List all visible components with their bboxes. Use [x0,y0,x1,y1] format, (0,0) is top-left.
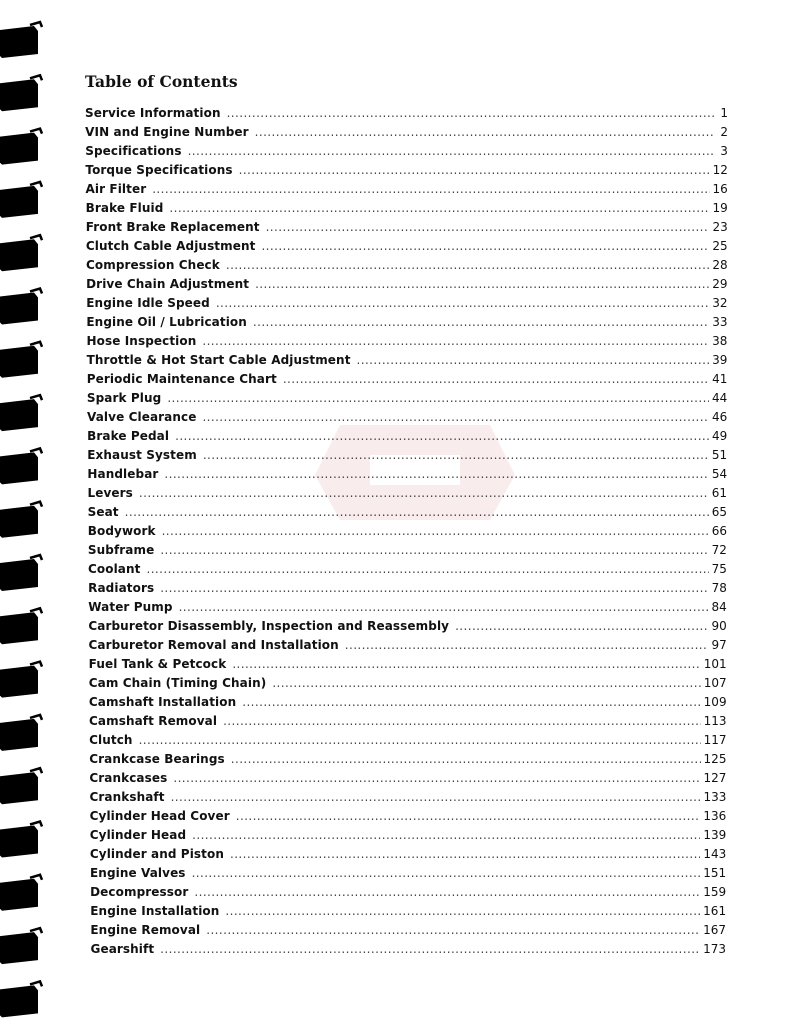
dot-leader [261,237,709,256]
toc-entry [0,237,728,256]
toc-entry-page-number: 25 [712,239,728,253]
dot-leader [160,579,708,598]
toc-entry-page-number: 139 [703,828,727,842]
toc-entry [0,351,727,370]
toc-entry-title: Carburetor Removal and Installation [88,638,339,652]
toc-entry-title: Compression Check [86,258,220,272]
toc-entry [0,218,728,237]
toc-entry-title: Engine Valves [90,866,186,880]
toc-entry-page-number: 78 [711,581,727,595]
toc-entry-page-number: 2 [720,125,728,139]
dot-leader [167,389,709,408]
toc-entry-page-number: 90 [711,619,727,633]
toc-entry-title: Coolant [88,562,141,576]
toc-entry-title: Subframe [87,543,155,557]
toc-entry [0,674,727,693]
toc-entry-page-number: 127 [703,771,727,785]
toc-entry-title: Gearshift [90,942,155,956]
dot-leader [147,560,709,579]
toc-entry [0,370,727,389]
toc-entry-page-number: 16 [712,182,728,196]
dot-leader [231,750,701,769]
toc-entry-title: Carburetor Disassembly, Inspection and Reassembly [88,619,450,633]
dot-leader [226,256,709,275]
dot-leader [253,313,709,332]
dot-leader [164,465,708,484]
toc-entry-title: Clutch Cable Adjustment [85,239,256,253]
toc-entry-title: Seat [87,505,119,519]
toc-entry-page-number: 107 [703,676,727,690]
toc-entry-page-number: 84 [711,600,727,614]
toc-entry [0,427,727,446]
toc-entry [0,465,727,484]
toc-entry-title: Hose Inspection [86,334,197,348]
toc-entry-title: Cam Chain (Timing Chain) [88,676,267,690]
toc-entry-title: Specifications [85,144,182,158]
dot-leader [202,408,709,427]
toc-entry [0,636,727,655]
toc-entry [0,579,727,598]
binding-loop [0,22,42,58]
toc-entry-title: Crankcase Bearings [89,752,225,766]
toc-entry [0,313,728,332]
dot-leader [162,522,709,541]
toc-entry-page-number: 23 [712,220,728,234]
toc-entry [0,693,727,712]
dot-leader [179,598,709,617]
toc-entry-title: Torque Specifications [85,163,233,177]
toc-entry-page-number: 97 [711,638,727,652]
toc-entry-title: Crankcases [89,771,168,785]
toc-entry-title: Radiators [88,581,155,595]
dot-leader [223,712,701,731]
toc-entry-page-number: 167 [703,923,727,937]
toc-entry-title: Levers [87,486,133,500]
toc-entry-page-number: 159 [703,885,727,899]
dot-leader [202,332,709,351]
dot-leader [266,218,710,237]
toc-entry-page-number: 136 [703,809,727,823]
toc-entry-page-number: 125 [703,752,727,766]
toc-entry-title: Front Brake Replacement [85,220,260,234]
toc-entry-page-number: 38 [712,334,728,348]
toc-entry [0,446,727,465]
dot-leader [160,541,708,560]
dot-leader [192,864,701,883]
toc-entry [0,712,727,731]
toc-entry-title: Brake Fluid [85,201,164,215]
toc-entry-title: Brake Pedal [87,429,170,443]
toc-entry [0,256,728,275]
toc-entry [0,180,728,199]
dot-leader [255,275,709,294]
toc-entry-title: Throttle & Hot Start Cable Adjustment [86,353,351,367]
toc-entry [0,750,726,769]
page-title: Table of Contents [85,72,238,91]
dot-leader [239,161,710,180]
dot-leader [169,199,709,218]
toc-entry-page-number: 32 [712,296,728,310]
toc-entry-title: Camshaft Removal [89,714,218,728]
toc-entry-title: Crankshaft [89,790,165,804]
toc-entry [0,484,727,503]
toc-entry [0,503,727,522]
toc-entry-page-number: 33 [712,315,728,329]
toc-entry [0,104,728,123]
dot-leader [203,446,709,465]
toc-entry [0,142,728,161]
toc-entry-title: Fuel Tank & Petcock [88,657,227,671]
toc-entry-page-number: 28 [712,258,728,272]
toc-entry-title: Engine Oil / Lubrication [86,315,247,329]
toc-entry [0,921,726,940]
toc-entry [0,294,728,313]
toc-entry-page-number: 151 [703,866,727,880]
toc-entry-page-number: 19 [712,201,728,215]
toc-entry-title: Camshaft Installation [88,695,237,709]
toc-entry [0,883,726,902]
toc-entry-page-number: 49 [711,429,728,443]
toc-entry-page-number: 109 [703,695,727,709]
toc-entry-page-number: 161 [703,904,727,918]
toc-entry-title: Bodywork [87,524,156,538]
dot-leader [125,503,709,522]
toc-entry [0,541,727,560]
toc-entry-page-number: 39 [712,353,728,367]
dot-leader [345,636,709,655]
dot-leader [230,845,700,864]
dot-leader [227,104,715,123]
dot-leader [139,731,701,750]
toc-entry-title: Decompressor [90,885,189,899]
dot-leader [160,940,700,959]
toc-entry-title: Cylinder Head Cover [89,809,230,823]
toc-entry-title: Engine Idle Speed [86,296,210,310]
toc-entry [0,902,726,921]
toc-entry-page-number: 54 [711,467,728,481]
toc-entry [0,769,726,788]
dot-leader [206,921,700,940]
toc-entry-title: Cylinder and Piston [89,847,224,861]
toc-entry-page-number: 117 [703,733,727,747]
toc-entry [0,864,726,883]
toc-entry-title: Air Filter [85,182,147,196]
toc-entry-title: Engine Installation [90,904,220,918]
toc-entry [0,275,728,294]
toc-entry [0,940,726,959]
toc-entry [0,408,727,427]
toc-entry-page-number: 113 [703,714,727,728]
toc-entry [0,123,728,142]
toc-entry-title: Drive Chain Adjustment [86,277,250,291]
toc-entry-page-number: 29 [712,277,728,291]
toc-entry [0,598,727,617]
toc-entry-title: VIN and Engine Number [85,125,249,139]
toc-entry-page-number: 173 [703,942,726,956]
toc-entry-title: Cylinder Head [89,828,187,842]
toc-entry-title: Service Information [85,106,221,120]
toc-entry [0,807,726,826]
toc-entry-title: Engine Removal [90,923,201,937]
toc-entry-page-number: 66 [711,524,727,538]
toc-entry [0,389,727,408]
dot-leader [232,655,700,674]
toc-entry-page-number: 61 [711,486,728,500]
toc-entry-page-number: 101 [703,657,727,671]
toc-entry-title: Exhaust System [87,448,197,462]
toc-entry-title: Handlebar [87,467,159,481]
dot-leader [152,180,709,199]
toc-entry-page-number: 143 [703,847,727,861]
table-of-contents [0,104,800,959]
toc-entry [0,332,727,351]
toc-entry-page-number: 1 [720,106,728,120]
toc-entry [0,199,728,218]
toc-entry-page-number: 72 [711,543,727,557]
dot-leader [283,370,709,389]
toc-entry [0,731,727,750]
toc-entry-title: Valve Clearance [87,410,197,424]
dot-leader [171,788,701,807]
toc-entry [0,617,727,636]
toc-entry-title: Spark Plug [86,391,162,405]
toc-entry-title: Periodic Maintenance Chart [86,372,277,386]
dot-leader [173,769,700,788]
dot-leader [236,807,701,826]
dot-leader [192,826,700,845]
toc-entry-page-number: 133 [703,790,727,804]
dot-leader [242,693,700,712]
toc-entry [0,161,728,180]
dot-leader [225,902,700,921]
dot-leader [272,674,700,693]
dot-leader [139,484,709,503]
toc-entry [0,845,726,864]
toc-entry [0,522,727,541]
dot-leader [255,123,715,142]
toc-entry [0,560,727,579]
toc-entry [0,788,726,807]
toc-entry-page-number: 41 [712,372,728,386]
toc-entry [0,826,726,845]
toc-entry [0,655,727,674]
binding-loop [0,981,42,1017]
toc-entry-page-number: 46 [711,410,728,424]
toc-entry-page-number: 44 [712,391,728,405]
toc-entry-page-number: 3 [720,144,728,158]
toc-entry-title: Water Pump [88,600,173,614]
toc-entry-page-number: 65 [711,505,728,519]
dot-leader [188,142,715,161]
toc-entry-page-number: 51 [711,448,728,462]
toc-entry-title: Clutch [89,733,133,747]
dot-leader [175,427,709,446]
dot-leader [455,617,708,636]
toc-entry-page-number: 75 [711,562,727,576]
dot-leader [216,294,709,313]
toc-entry-page-number: 12 [712,163,728,177]
dot-leader [357,351,710,370]
dot-leader [194,883,700,902]
